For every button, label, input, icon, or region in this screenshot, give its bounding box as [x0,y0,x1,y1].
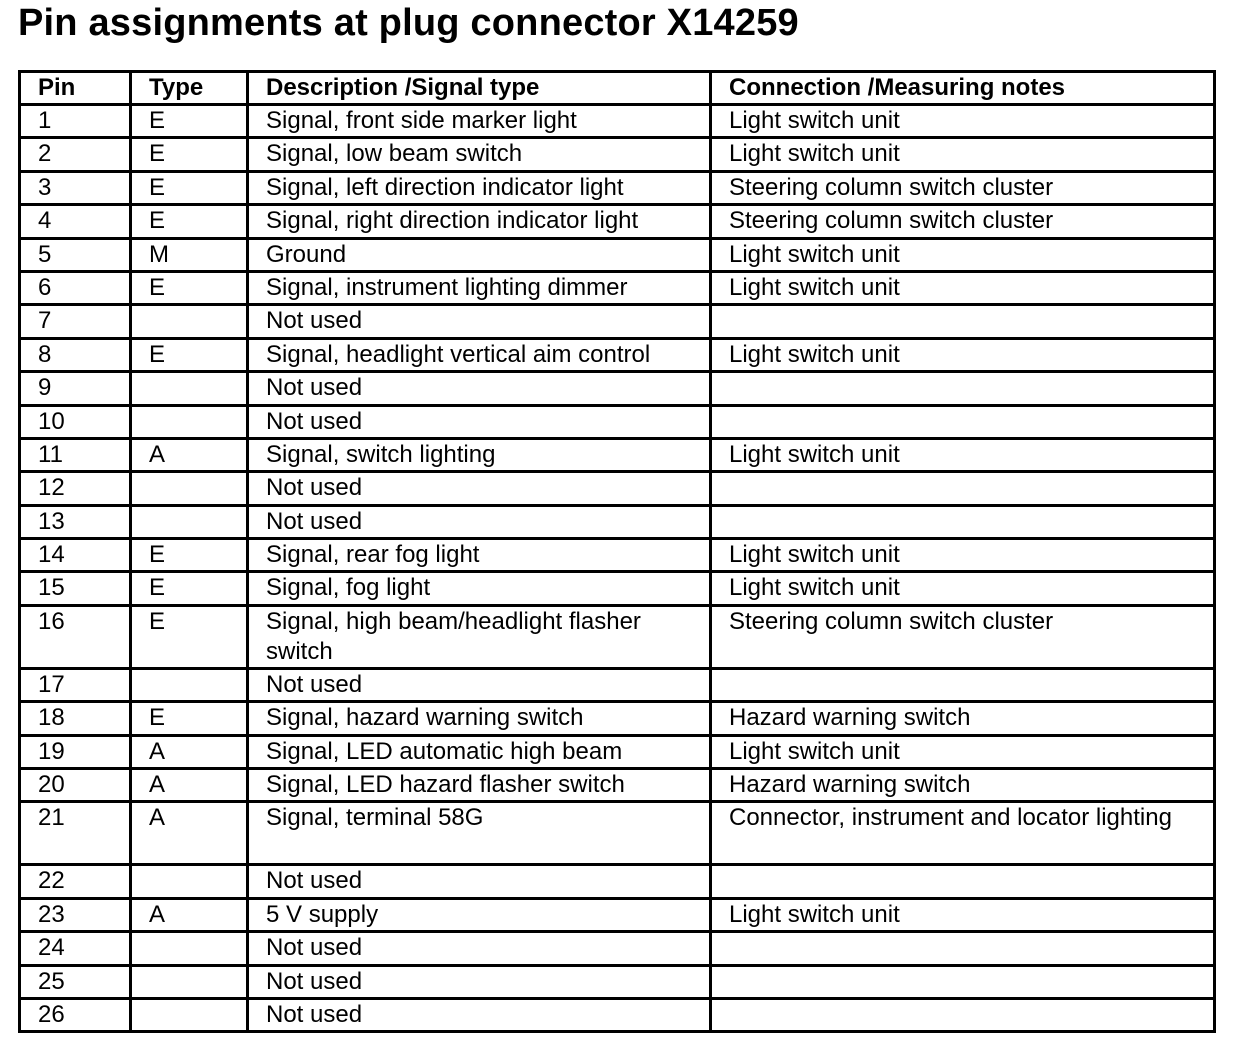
connection-cell [711,505,1215,538]
connection-cell: Light switch unit [711,338,1215,371]
connection-cell: Steering column switch cluster [711,171,1215,204]
pin-cell: 25 [20,965,131,998]
connection-cell: Light switch unit [711,572,1215,605]
header-row [20,72,1215,105]
description-cell: Ground [248,238,711,271]
type-cell: E [131,138,248,171]
table-row [20,932,1215,965]
connection-cell: Light switch unit [711,105,1215,138]
header-pin: Pin [20,72,131,105]
pin-cell: 4 [20,205,131,238]
connection-cell [711,932,1215,965]
description-cell: Not used [248,472,711,505]
pin-cell: 2 [20,138,131,171]
pin-cell: 21 [20,802,131,865]
page-title: Pin assignments at plug connector X14259 [18,2,799,44]
pin-cell: 13 [20,505,131,538]
type-cell [131,998,248,1031]
table-row [20,865,1215,898]
connection-cell: Light switch unit [711,438,1215,471]
description-cell: Not used [248,865,711,898]
type-cell [131,372,248,405]
type-cell: E [131,702,248,735]
pin-cell: 26 [20,998,131,1031]
table-row [20,271,1215,304]
description-cell: Signal, LED hazard flasher switch [248,769,711,802]
type-cell [131,305,248,338]
pin-cell: 17 [20,668,131,701]
pin-cell: 7 [20,305,131,338]
connection-cell [711,865,1215,898]
connection-cell: Light switch unit [711,238,1215,271]
header-type: Type [131,72,248,105]
description-cell: Not used [248,405,711,438]
table-row [20,305,1215,338]
pin-cell: 23 [20,898,131,931]
connection-cell: Hazard warning switch [711,702,1215,735]
connection-cell: Connector, instrument and locator lighting [711,802,1215,865]
description-cell: Not used [248,965,711,998]
description-cell: Signal, left direction indicator light [248,171,711,204]
connection-cell: Steering column switch cluster [711,205,1215,238]
pin-cell: 11 [20,438,131,471]
type-cell: A [131,769,248,802]
connection-cell: Light switch unit [711,735,1215,768]
type-cell: E [131,171,248,204]
type-cell [131,505,248,538]
description-cell: Signal, instrument lighting dimmer [248,271,711,304]
description-cell: Signal, headlight vertical aim control [248,338,711,371]
table-row [20,539,1215,572]
pin-cell: 12 [20,472,131,505]
type-cell: A [131,898,248,931]
type-cell: M [131,238,248,271]
table-row [20,735,1215,768]
pin-cell: 14 [20,539,131,572]
connection-cell [711,405,1215,438]
table-row [20,998,1215,1031]
connection-cell [711,668,1215,701]
description-cell: Signal, switch lighting [248,438,711,471]
connection-cell [711,472,1215,505]
pin-cell: 18 [20,702,131,735]
type-cell [131,472,248,505]
connection-cell: Light switch unit [711,271,1215,304]
connection-cell [711,305,1215,338]
pin-cell: 6 [20,271,131,304]
description-cell: Signal, front side marker light [248,105,711,138]
type-cell: E [131,271,248,304]
type-cell: E [131,338,248,371]
description-cell: Not used [248,505,711,538]
description-cell: Not used [248,668,711,701]
table-row [20,505,1215,538]
description-cell: Signal, terminal 58G [248,802,711,865]
connection-cell [711,372,1215,405]
table-row [20,472,1215,505]
pin-assignment-table [18,70,1216,1033]
pin-cell: 19 [20,735,131,768]
table-row [20,372,1215,405]
pin-cell: 24 [20,932,131,965]
type-cell: A [131,438,248,471]
pin-cell: 1 [20,105,131,138]
pin-cell: 22 [20,865,131,898]
description-cell: Signal, right direction indicator light [248,205,711,238]
description-cell: Not used [248,932,711,965]
pin-cell: 9 [20,372,131,405]
type-cell [131,865,248,898]
table-row [20,605,1215,668]
type-cell: E [131,605,248,668]
type-cell [131,965,248,998]
pin-cell: 20 [20,769,131,802]
pin-cell: 3 [20,171,131,204]
table-row [20,572,1215,605]
table-row [20,702,1215,735]
table-row [20,238,1215,271]
header-description: Description /Signal type [248,72,711,105]
table-row [20,438,1215,471]
type-cell: E [131,205,248,238]
description-cell: Not used [248,372,711,405]
type-cell: A [131,735,248,768]
table-row [20,205,1215,238]
table-row [20,105,1215,138]
type-cell: E [131,539,248,572]
table-row [20,405,1215,438]
pin-cell: 8 [20,338,131,371]
connection-cell [711,998,1215,1031]
pin-cell: 16 [20,605,131,668]
pin-cell: 10 [20,405,131,438]
connection-cell: Light switch unit [711,898,1215,931]
connection-cell: Hazard warning switch [711,769,1215,802]
connection-cell: Light switch unit [711,138,1215,171]
table-row [20,138,1215,171]
pin-cell: 5 [20,238,131,271]
table-row [20,171,1215,204]
table-row [20,898,1215,931]
table-row [20,802,1215,865]
type-cell: A [131,802,248,865]
description-cell: Signal, fog light [248,572,711,605]
description-cell: Signal, hazard warning switch [248,702,711,735]
type-cell: E [131,105,248,138]
description-cell: Signal, high beam/headlight flasher switch [248,605,711,668]
type-cell [131,668,248,701]
connection-cell [711,965,1215,998]
description-cell: Signal, rear fog light [248,539,711,572]
connection-cell: Steering column switch cluster [711,605,1215,668]
table-row [20,338,1215,371]
header-connection: Connection /Measuring notes [711,72,1215,105]
connection-cell: Light switch unit [711,539,1215,572]
type-cell [131,405,248,438]
description-cell: Not used [248,998,711,1031]
description-cell: 5 V supply [248,898,711,931]
table-row [20,668,1215,701]
table-row [20,769,1215,802]
type-cell [131,932,248,965]
description-cell: Signal, LED automatic high beam [248,735,711,768]
description-cell: Not used [248,305,711,338]
table-row [20,965,1215,998]
description-cell: Signal, low beam switch [248,138,711,171]
pin-cell: 15 [20,572,131,605]
type-cell: E [131,572,248,605]
